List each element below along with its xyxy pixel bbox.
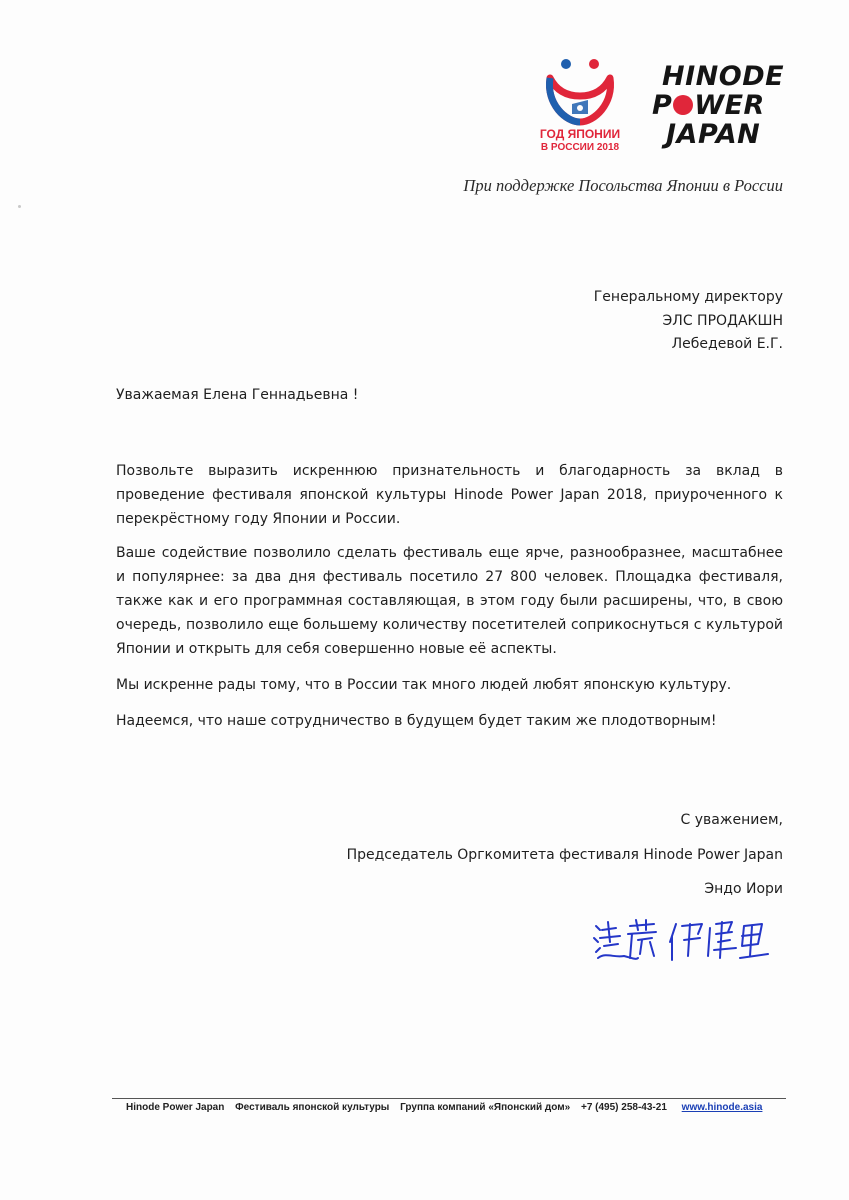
body-paragraph-2: Ваше содействие позволило сделать фестиваль еще ярче, разнообразнее, масштабнее и популярнее: за два дня фестиваль посетило 27 800 человек. Площадка фестиваля, также как и его программная составляющая, в этом году были расширены, что, в свою очередь, позволило еще большему количеству посетителей соприкоснуться с культурой Японии и открыть для себя совершенно новые её аспекты. bbox=[116, 545, 783, 657]
sun-circle-icon bbox=[673, 95, 693, 115]
embassy-support-line: При поддержке Посольства Японии в России bbox=[463, 176, 783, 195]
closing-block bbox=[347, 812, 783, 916]
body-paragraph-4: Надеемся, что наше сотрудничество в будущем будет таким же плодотворным! bbox=[116, 713, 717, 729]
salutation: Уважаемая Елена Геннадьевна ! bbox=[116, 387, 359, 403]
year-of-japan-logo bbox=[538, 56, 622, 156]
hinode-logo-word2-start: P bbox=[652, 90, 673, 121]
addressee-company: ЭЛС ПРОДАКШН bbox=[662, 312, 783, 329]
hinode-power-japan-logo bbox=[650, 61, 785, 150]
hinode-logo-word2 bbox=[650, 91, 780, 120]
letter-body bbox=[116, 459, 783, 745]
footer-website-link[interactable]: www.hinode.asia bbox=[681, 1102, 763, 1113]
letterhead-footer bbox=[126, 1102, 762, 1113]
hinode-logo-word1: HINODE bbox=[662, 61, 785, 92]
body-paragraph-3: Мы искренне рады тому, что в России так много людей любят японскую культуру. bbox=[116, 677, 732, 693]
addressee-block bbox=[594, 286, 783, 357]
addressee-name: Лебедевой Е.Г. bbox=[671, 336, 783, 352]
scan-speck bbox=[18, 205, 21, 208]
year-of-japan-line1: ГОД ЯПОНИИ bbox=[539, 127, 621, 141]
signer-name: Эндо Иори bbox=[704, 881, 783, 897]
footer-brand: Hinode Power Japan bbox=[126, 1102, 225, 1113]
year-of-japan-line2: В РОССИИ 2018 bbox=[540, 142, 620, 153]
body-paragraph-1: Позвольте выразить искреннюю признательность и благодарность за вклад в проведение фестиваля японской культуры Hinode Power Japan 2018, приуроченного к перекрёстному году Японии и России. bbox=[116, 463, 783, 527]
addressee-title: Генеральному директору bbox=[593, 289, 783, 305]
hinode-logo-word3: JAPAN bbox=[666, 119, 761, 150]
footer-phone: +7 (495) 258-43-21 bbox=[580, 1102, 667, 1113]
signer-position: Председатель Оргкомитета фестиваля Hinode Power Japan bbox=[346, 846, 783, 863]
footer-divider bbox=[112, 1098, 786, 1099]
hinode-logo-word2-end: WER bbox=[694, 90, 765, 121]
handwritten-signature bbox=[592, 912, 772, 972]
year-of-japan-emblem-icon bbox=[542, 56, 618, 128]
closing-regards: С уважением, bbox=[680, 812, 783, 828]
footer-group: Группа компаний «Японский дом» bbox=[400, 1102, 571, 1113]
footer-festival: Фестиваль японской культуры bbox=[235, 1102, 390, 1113]
